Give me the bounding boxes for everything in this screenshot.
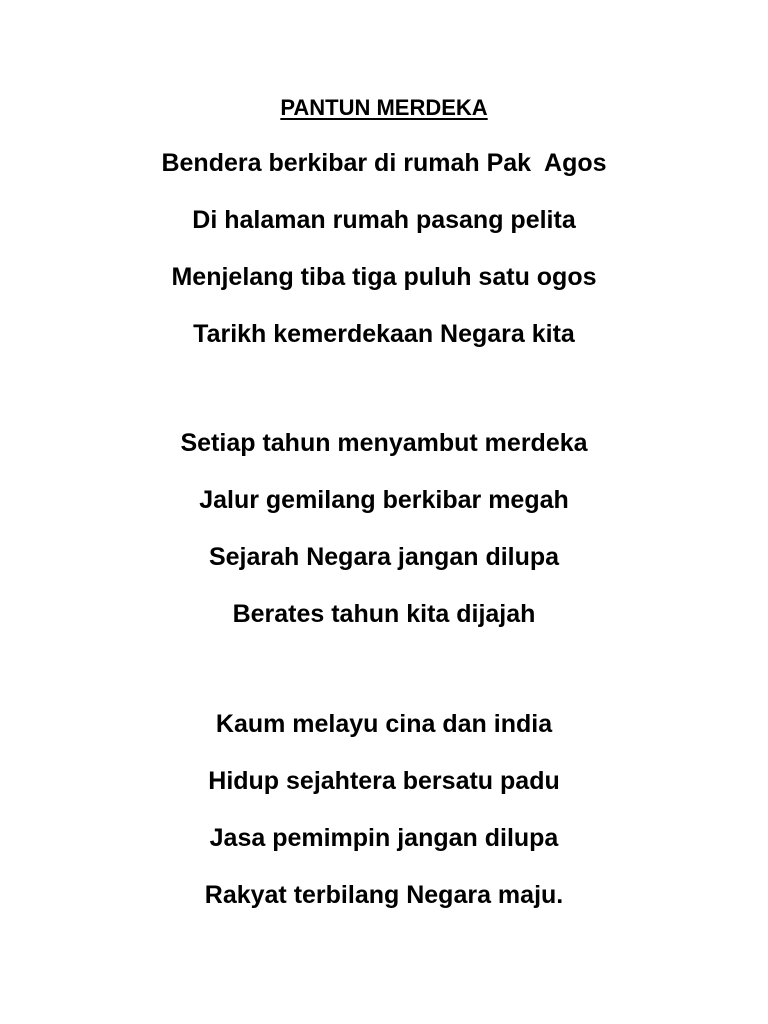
poem-line: Tarikh kemerdekaan Negara kita — [193, 320, 575, 348]
poem-title: PANTUN MERDEKA — [280, 95, 488, 120]
poem-line: Berates tahun kita dijajah — [232, 600, 536, 628]
poem-line: Kaum melayu cina dan india — [215, 710, 553, 738]
poem-line: Jalur gemilang berkibar megah — [199, 486, 569, 514]
stanza-2 — [0, 425, 768, 653]
poem-line: Sejarah Negara jangan dilupa — [208, 543, 560, 571]
stanza-3 — [0, 706, 768, 934]
poem-line: Setiap tahun menyambut merdeka — [180, 429, 588, 457]
stanza-1 — [0, 145, 768, 373]
poem-line: Hidup sejahtera bersatu padu — [208, 767, 560, 795]
poem-line: Bendera berkibar di rumah Pak Agos — [161, 149, 607, 177]
poem-line: Di halaman rumah pasang pelita — [192, 206, 576, 234]
poem-line: Rakyat terbilang Negara maju. — [204, 881, 564, 909]
poem-line: Menjelang tiba tiga puluh satu ogos — [171, 263, 597, 291]
poem-line: Jasa pemimpin jangan dilupa — [209, 824, 559, 852]
